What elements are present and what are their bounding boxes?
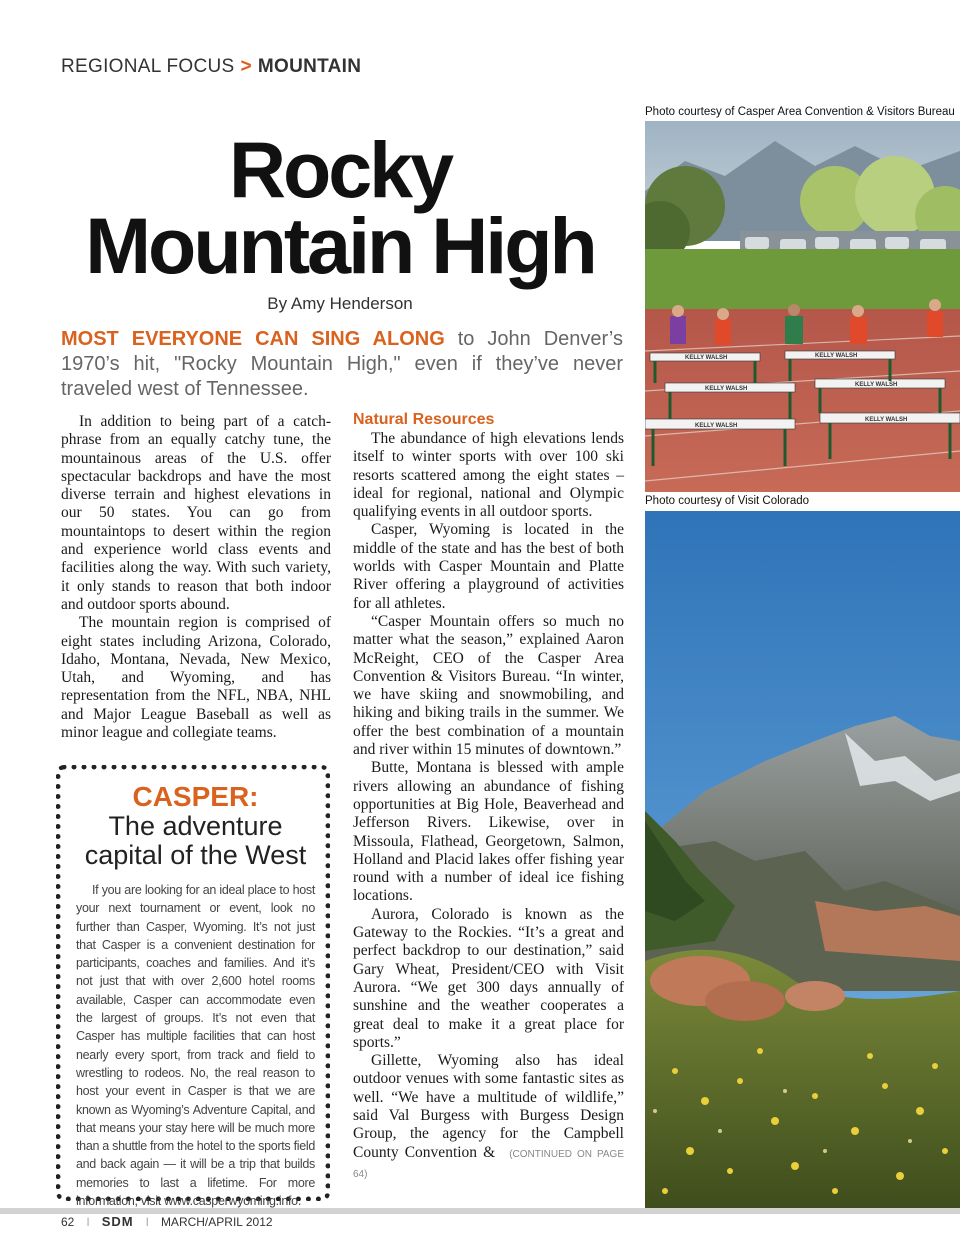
sidebar-heading: CASPER: bbox=[132, 781, 259, 812]
hurdle-banner-text: KELLY WALSH bbox=[815, 353, 858, 359]
title-line-1: Rocky bbox=[228, 125, 452, 214]
hurdle-banner-text: KELLY WALSH bbox=[865, 417, 908, 423]
subsection-label: MOUNTAIN bbox=[257, 56, 362, 77]
issue-date: MARCH/APRIL 2012 bbox=[160, 1215, 273, 1229]
photo-credit-colorado: Photo courtesy of Visit Colorado bbox=[645, 495, 810, 507]
hurdle-banner-text: KELLY WALSH bbox=[695, 423, 738, 429]
hurdle-banner-text: KELLY WALSH bbox=[855, 382, 898, 388]
sidebar-body: If you are looking for an ideal place to host your next tournament or event, look no further than Casper, Wyoming. It’s not just that Casper is a convenient destination for participants, coaches and families. And it’s not just that with over 2,600 hotel rooms available, Casper can accommodate even the largest of groups. It’s not even that Casper has multiple facilities that can host nearly every sport, from track and field to wrestling to rodeos. No, the real reason to host your event in Casper is that we are known as Wyoming’s Adventure Capital, and that means your stay here will be much more than a shuttle from the hotel to the sports field and back again — it will be a trip that builds memories to last a lifetime. For more information, visit www.casperwyoming.info. bbox=[76, 883, 315, 1209]
casper-sidebar bbox=[56, 765, 330, 1209]
paragraph bbox=[353, 1052, 624, 1184]
footer-divider: I bbox=[86, 1215, 90, 1229]
subhead-natural-resources: Natural Resources bbox=[353, 411, 495, 428]
paragraph-text: Gillette, Wyoming also has ideal outdoor venues with some fantastic sites as well. “We have a multitude of wildlife,” said Val Burgess with Burgess Design Group, the agency for the Campbell County Convention & bbox=[353, 1052, 624, 1161]
paragraph: Aurora, Colorado is known as the Gateway to the Rockies. “It’s a great and perfect backdrop to our destination,” said Gary Wheat, President/CEO with Visit Aurora. “We get 300 days annually of sunshine and the weather cooperates a great deal to make it a great place for sports.” bbox=[353, 905, 624, 1051]
paragraph: Butte, Montana is blessed with ample rivers allowing an abundance of fishing opportunities at Big Hole, Beaverhead and Jefferson Rivers. Likewise, over in Missoula, Flathead, Georgetown, Salmon, Holland and Placid lakes offer fishing year round with a number of ideal ice fishing locations. bbox=[353, 759, 624, 905]
magazine-name: SDM bbox=[101, 1214, 134, 1229]
page-footer bbox=[61, 1214, 273, 1229]
paragraph: Casper, Wyoming is located in the middle of the state and has the best of both worlds with Casper Mountain and Platte River offering a playground of activities for all athletes. bbox=[353, 521, 624, 612]
footer-divider: I bbox=[145, 1215, 149, 1229]
kicker-arrow: > bbox=[240, 56, 252, 77]
body-column-1 bbox=[61, 413, 331, 742]
hurdle-banner-text: KELLY WALSH bbox=[705, 386, 748, 392]
mountain-meadow-photo bbox=[645, 511, 960, 1209]
page-number: 62 bbox=[61, 1215, 75, 1229]
track-hurdles-photo bbox=[645, 121, 960, 492]
lede bbox=[61, 327, 623, 402]
paragraph: The mountain region is comprised of eight states including Arizona, Colorado, Idaho, Montana, Nevada, New Mexico, Utah, and Wyoming, and has representation from the NFL, NBA, NHL and Major League Baseball as well as minor league and collegiate teams. bbox=[61, 614, 331, 742]
article-title bbox=[60, 125, 620, 290]
continued-jump: (CONTINUED ON PAGE 64) bbox=[353, 1148, 624, 1180]
sidebar-subheading: The adventure capital of the West bbox=[84, 811, 307, 870]
section-kicker bbox=[61, 56, 361, 78]
paragraph: The abundance of high elevations lends itself to winter sports with over 100 ski resorts scattered among the eight states – ideal for regional, national and Olympic qualifying events in all outdoor sports. bbox=[353, 430, 624, 521]
body-column-2 bbox=[353, 411, 624, 1184]
photo-credit-casper: Photo courtesy of Casper Area Convention & Visitors Bureau bbox=[645, 106, 955, 118]
title-line-2: Mountain High bbox=[85, 201, 595, 290]
hurdles-illustration bbox=[645, 121, 960, 492]
section-label: REGIONAL FOCUS bbox=[61, 56, 235, 77]
hurdle-banner-text: KELLY WALSH bbox=[685, 355, 728, 361]
mountain-illustration bbox=[645, 511, 960, 1209]
lede-text: to John Denver’s 1970’s hit, "Rocky Mountain High," even if they’ve never traveled west of Tennessee. bbox=[61, 328, 623, 400]
paragraph: “Casper Mountain offers so much no matter what the season,” explained Aaron McReight, CEO of the Casper Area Convention & Visitors Bureau. “In winter, we have skiing and snowmobiling, and hiking and biking trails in the summer. We offer the best combination of a mountain and river within 15 minutes of downtown.” bbox=[353, 612, 624, 759]
paragraph: In addition to being part of a catch-phrase from an equally catchy tune, the mountainous areas of the U.S. offer spectacular backdrops and have the most diverse terrain and highest elevations in our 50 states. You can go from mountaintops to desert within the region and experience world class events and facilities along the way. With such variety, it only stands to reason that both indoor and outdoor sports abound. bbox=[61, 413, 331, 613]
byline: By Amy Henderson bbox=[267, 294, 413, 313]
lede-lead-in: MOST EVERYONE CAN SING ALONG bbox=[61, 328, 445, 350]
